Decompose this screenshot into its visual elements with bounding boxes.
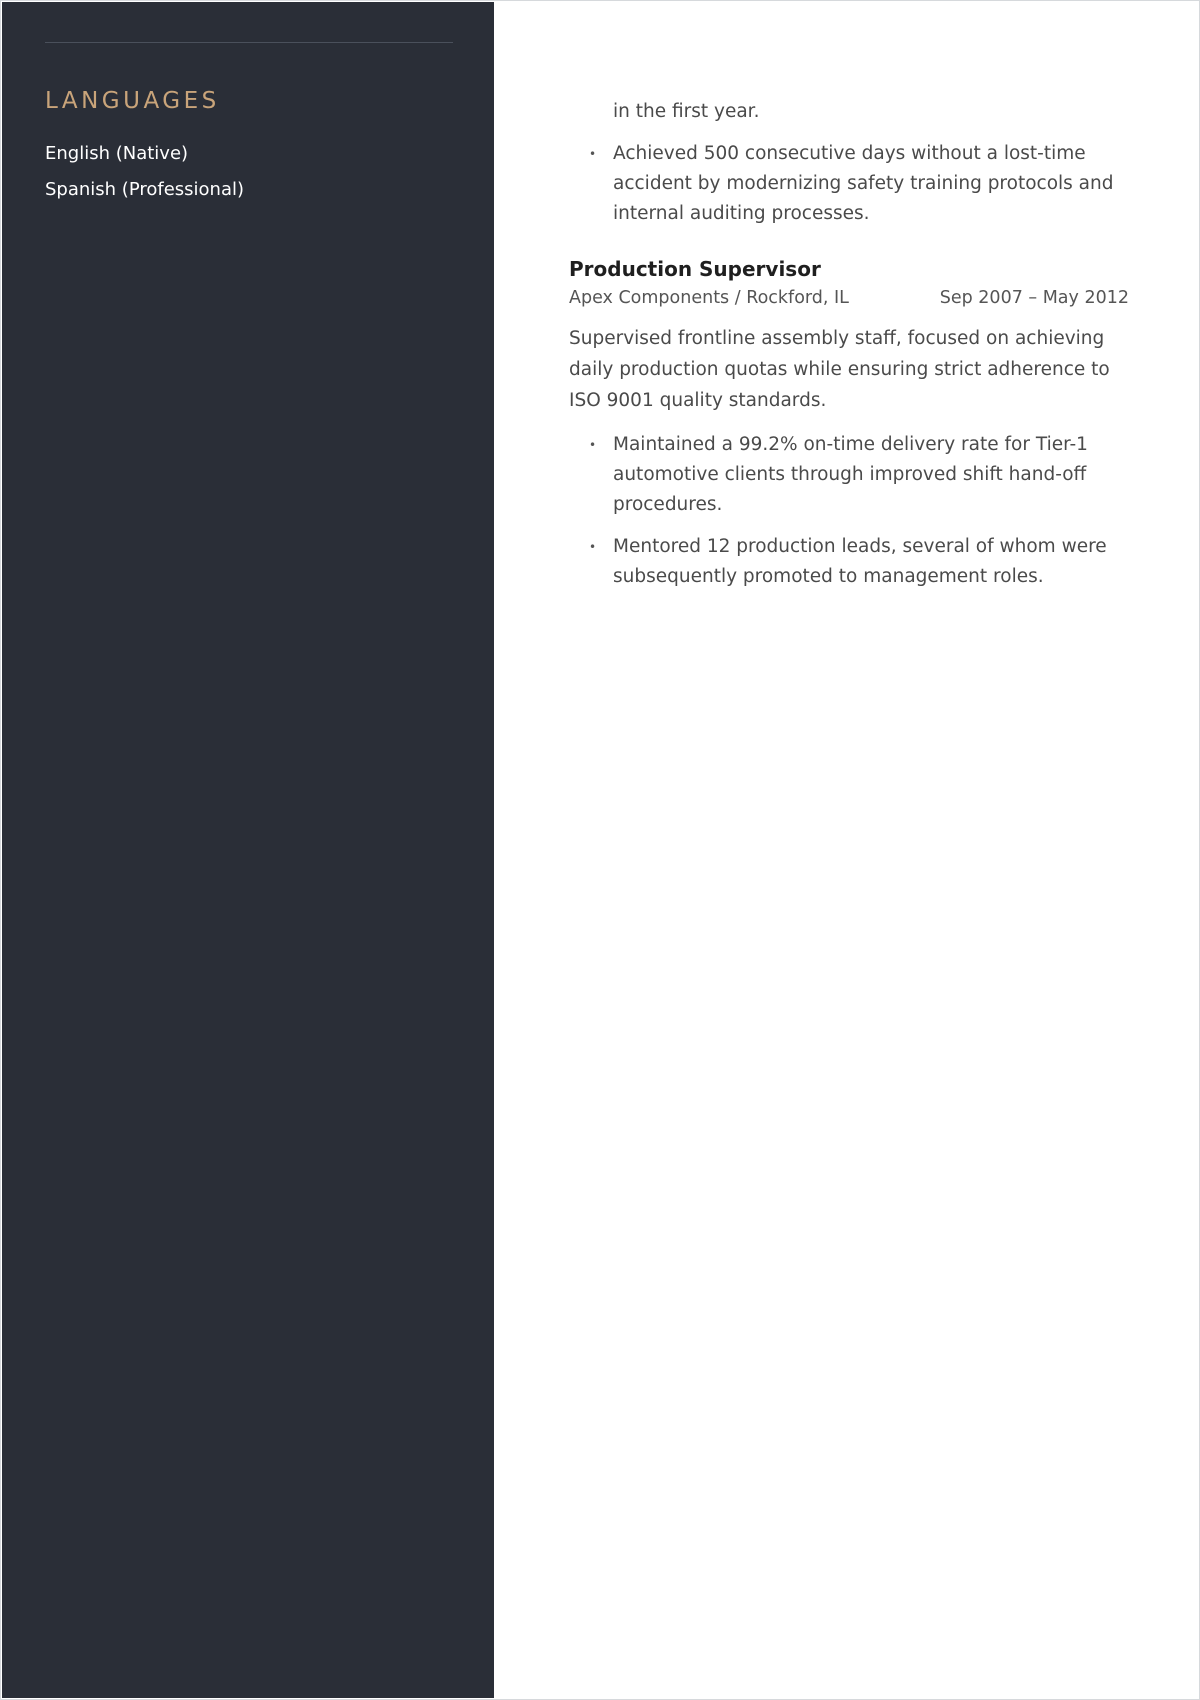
language-item: Spanish (Professional) xyxy=(45,179,245,200)
job-summary: Supervised frontline assembly staff, focused on achieving daily production quotas while ensuring strict adherence to ISO 9001 quality standards. xyxy=(569,328,1110,411)
job-entry xyxy=(569,255,1129,592)
bullet-item xyxy=(569,532,1129,592)
bullet-dot-icon: • xyxy=(589,147,597,161)
job-dates: Sep 2007 – May 2012 xyxy=(939,288,1129,308)
languages-heading: LANGUAGES xyxy=(45,88,220,114)
bullet-dot-icon: • xyxy=(589,540,597,554)
job-title: Production Supervisor xyxy=(569,257,821,281)
bullet-item xyxy=(569,139,1129,229)
bullet-text: in the first year. xyxy=(613,101,760,122)
bullet-item xyxy=(569,430,1129,520)
job-company-location: Apex Components / Rockford, IL xyxy=(569,288,849,308)
main-content xyxy=(569,97,1129,604)
sidebar-divider xyxy=(45,42,453,43)
previous-job-bullets xyxy=(569,97,1129,229)
language-item: English (Native) xyxy=(45,143,189,164)
bullet-continuation xyxy=(569,97,1129,127)
sidebar xyxy=(2,2,494,1698)
job-meta xyxy=(569,285,1129,311)
job-bullets xyxy=(569,430,1129,592)
bullet-text: Mentored 12 production leads, several of whom were subsequently promoted to management roles. xyxy=(613,536,1107,587)
bullet-dot-icon: • xyxy=(589,438,597,452)
bullet-text: Achieved 500 consecutive days without a lost-time accident by modernizing safety training protocols and internal auditing processes. xyxy=(613,143,1114,224)
languages-list xyxy=(45,136,244,208)
bullet-text: Maintained a 99.2% on-time delivery rate for Tier-1 automotive clients through improved shift hand-off procedures. xyxy=(613,434,1088,515)
